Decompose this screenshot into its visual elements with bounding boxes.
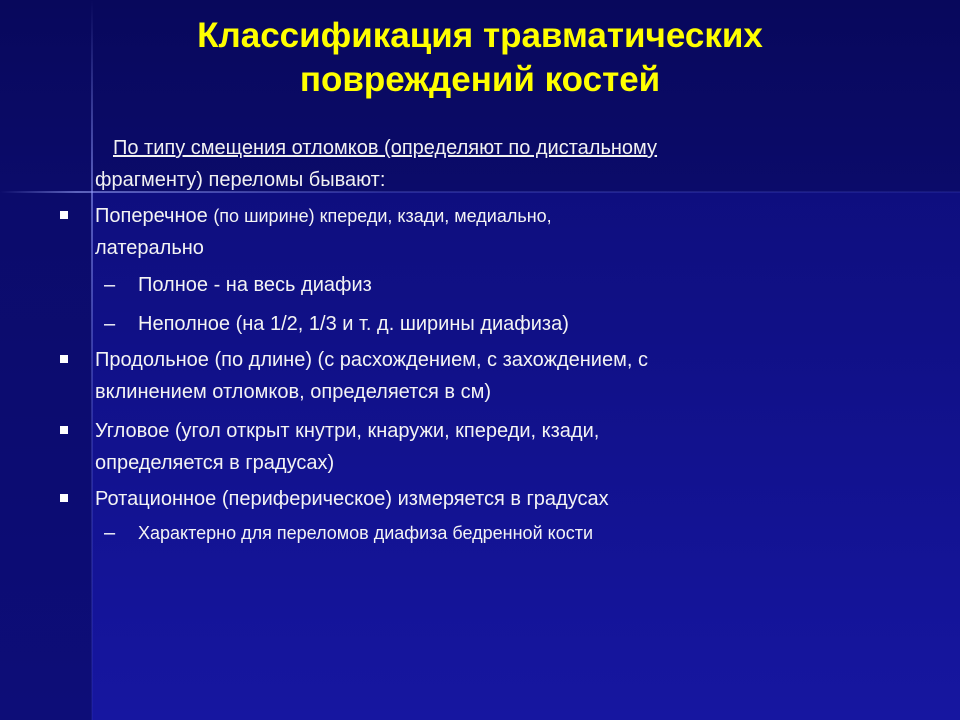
bullet-item-text (95, 200, 865, 264)
dash-icon: – (104, 313, 116, 335)
bullet-item-text (95, 344, 865, 408)
vertical-divider (91, 0, 93, 720)
intro-line-1: По типу смещения отломков (определяют по дистальному (113, 137, 658, 159)
bullet-item-line-1: Продольное (по длине) (с расхождением, с захождением, с (95, 349, 648, 371)
title-line-2: повреждений костей (299, 60, 661, 99)
left-band (0, 192, 92, 720)
bullet-item-line-2: определяется в градусах) (95, 452, 335, 474)
intro-text (95, 132, 865, 196)
bullet-square-icon (60, 355, 68, 363)
intro-line-2: фрагменту) переломы бывают: (95, 169, 386, 191)
bullet-square-icon (60, 494, 68, 502)
sub-item-text: Характерно для переломов диафиза бедренной кости (138, 523, 594, 543)
dash-icon: – (104, 274, 116, 296)
sub-item-text: Неполное (на 1/2, 1/3 и т. д. ширины диафиза) (138, 313, 569, 335)
slide-title (0, 14, 960, 102)
title-line-1: Классификация травматических (197, 16, 763, 55)
bullet-item-line-2: вклинением отломков, определяется в см) (95, 381, 492, 403)
bullet-square-icon (60, 211, 68, 219)
bullet-item-text: Ротационное (периферическое) измеряется в градусах (95, 488, 609, 510)
bullet-item-main: Поперечное (95, 205, 214, 227)
bullet-item-detail: (по ширине) кпереди, кзади, медиально, (213, 206, 552, 226)
bullet-item-line-1: Угловое (угол открыт кнутри, кнаружи, кпереди, кзади, (95, 420, 600, 442)
bullet-square-icon (60, 426, 68, 434)
sub-item-text: Полное - на весь диафиз (138, 274, 372, 296)
bullet-item-text (95, 415, 865, 479)
bullet-item-line-2: латерально (95, 237, 204, 259)
dash-icon: – (104, 522, 116, 544)
